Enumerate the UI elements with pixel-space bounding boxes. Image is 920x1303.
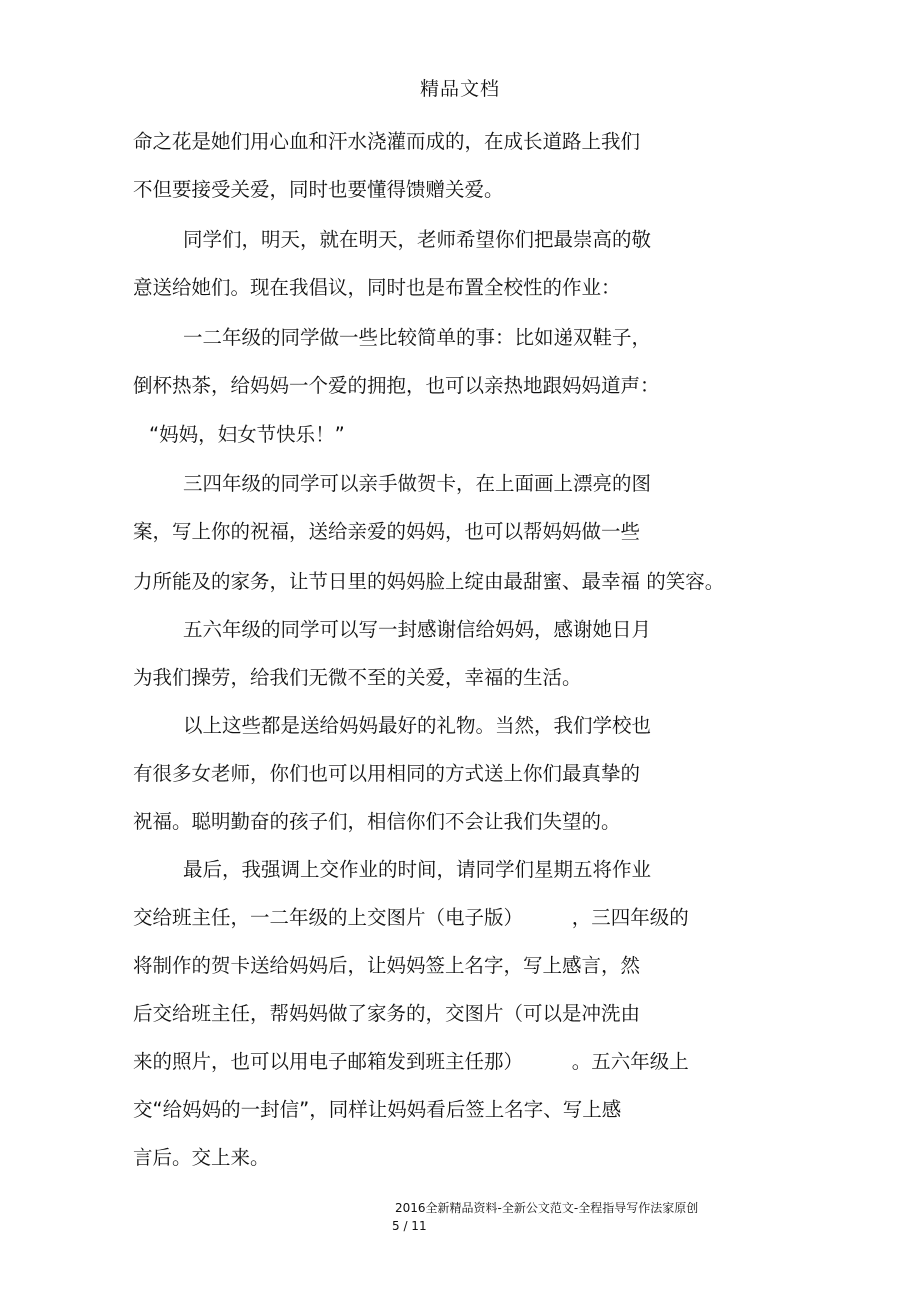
body-line-11: 五六年级的同学可以写一封感谢信给妈妈，感谢她日月	[183, 618, 652, 641]
body-line-3: 同学们，明天，就在明天，老师希望你们把最崇高的敬	[183, 228, 652, 251]
body-line-15: 祝福。聪明勤奋的孩子们，相信你们不会让我们失望的。	[133, 810, 621, 833]
body-line-18: 将制作的贺卡送给妈妈后，让妈妈签上名字，写上感言，然	[133, 954, 641, 977]
page-number: 5 / 11	[392, 1219, 427, 1233]
body-line-12: 为我们操劳，给我们无微不至的关爱，幸福的生活。	[133, 666, 582, 689]
body-line-10: 力所能及的家务，让节日里的妈妈脸上绽由最甜蜜、最幸福 的笑容。	[133, 570, 725, 593]
body-line-20: 来的照片，也可以用电子邮箱发到班主任那） 。五六年级上	[133, 1050, 689, 1073]
body-line-8: 三四年级的同学可以亲手做贺卡，在上面画上漂亮的图	[183, 472, 652, 495]
body-line-19: 后交给班主任，帮妈妈做了家务的，交图片（可以是冲洗由	[133, 1002, 641, 1025]
body-line-22: 言后。交上来。	[133, 1146, 270, 1169]
body-line-21: 交“给妈妈的一封信”，同样让妈妈看后签上名字、写上感	[133, 1098, 622, 1121]
body-line-13: 以上这些都是送给妈妈最好的礼物。当然，我们学校也	[183, 714, 652, 737]
body-line-5: 一二年级的同学做一些比较简单的事：比如递双鞋子，	[183, 326, 652, 349]
body-line-17: 交给班主任，一二年级的上交图片（电子版） ，三四年级的	[133, 906, 689, 929]
body-line-6: 倒杯热茶，给妈妈一个爱的拥抱，也可以亲热地跟妈妈道声：	[133, 374, 660, 397]
body-line-16: 最后，我强调上交作业的时间，请同学们星期五将作业	[183, 858, 652, 881]
body-line-9: 案，写上你的祝福，送给亲爱的妈妈，也可以帮妈妈做一些	[133, 520, 641, 543]
body-line-7: “妈妈，妇女节快乐！”	[149, 423, 345, 446]
body-line-1: 命之花是她们用心血和汗水浇灌而成的，在成长道路上我们	[133, 130, 641, 153]
footer-note: 2016全新精品资料-全新公文范文-全程指导写作法家原创	[395, 1201, 699, 1215]
body-line-2: 不但要接受关爱，同时也要懂得馈赠关爱。	[133, 178, 504, 201]
body-line-14: 有很多女老师，你们也可以用相同的方式送上你们最真挚的	[133, 762, 641, 785]
page-header-title: 精品文档	[419, 78, 500, 100]
body-line-4: 意送给她们。现在我倡议，同时也是布置全校性的作业：	[133, 276, 621, 299]
